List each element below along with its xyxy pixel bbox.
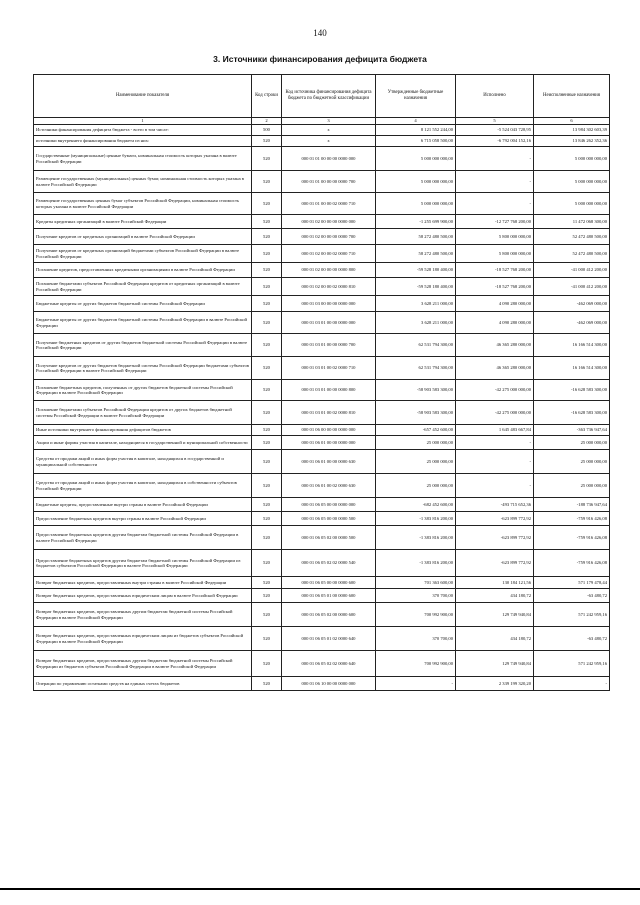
approved-amount-cell: 25 000 000,00 — [376, 450, 456, 474]
table-row — [34, 334, 610, 357]
section-title: 3. Источники финансирования дефицита бюджета — [213, 54, 427, 64]
indicator-name-cell: Кредиты кредитных организаций в валюте Российской Федерации — [34, 215, 252, 229]
line-code-cell: 500 — [252, 125, 282, 136]
classification-code-cell: 000 01 03 01 00 00 0000 700 — [282, 334, 376, 357]
header-indicator-name: Наименование показателя — [34, 75, 252, 118]
table-row — [34, 171, 610, 193]
indicator-name-cell: источники внутреннего финансирования бюджета из них: — [34, 136, 252, 147]
approved-amount-cell: 62 531 794 300,00 — [376, 357, 456, 380]
column-number: 5 — [456, 118, 534, 125]
approved-amount-cell: 62 531 794 300,00 — [376, 334, 456, 357]
classification-code-cell: 000 01 03 01 00 00 0000 800 — [282, 380, 376, 401]
executed-amount-cell: -493 715 652,36 — [456, 498, 534, 512]
indicator-name-cell: Получение бюджетных кредитов от других бюджетов бюджетной системы Российской Федерации в валюте Российской Федерации — [34, 334, 252, 357]
executed-amount-cell: - — [456, 450, 534, 474]
table-row — [34, 125, 610, 136]
remaining-amount-cell: 25 000 000,00 — [534, 450, 610, 474]
executed-amount-cell: -42 275 000 000,00 — [456, 401, 534, 425]
executed-amount-cell: 4 090 280 000,00 — [456, 296, 534, 312]
line-code-cell: 520 — [252, 526, 282, 550]
table-row — [34, 136, 610, 147]
remaining-amount-cell: 52 472 480 500,00 — [534, 229, 610, 245]
approved-amount-cell: -59 528 180 400,00 — [376, 278, 456, 296]
table-row — [34, 651, 610, 677]
classification-code-cell: 000 01 06 10 00 00 0000 000 — [282, 677, 376, 691]
remaining-amount-cell: -16 628 583 300,00 — [534, 380, 610, 401]
line-code-cell: 520 — [252, 357, 282, 380]
indicator-name-cell: Бюджетные кредиты от других бюджетов бюджетной системы Российской Федерации в валюте Российской Федерации — [34, 312, 252, 334]
executed-amount-cell: 129 749 940,84 — [456, 603, 534, 627]
remaining-amount-cell: 571 179 478,44 — [534, 577, 610, 589]
page-number: 140 — [313, 28, 327, 38]
line-code-cell: 520 — [252, 425, 282, 436]
approved-amount-cell: 5 000 000 000,00 — [376, 171, 456, 193]
approved-amount-cell: -58 903 583 300,00 — [376, 380, 456, 401]
executed-amount-cell: -623 899 772,92 — [456, 526, 534, 550]
table-row — [34, 401, 610, 425]
remaining-amount-cell: 25 000 000,00 — [534, 474, 610, 498]
indicator-name-cell: Предоставление бюджетных кредитов другим бюджетам бюджетной системы Российской Федерации из бюджетов субъектов Российской Федерации в валюте Российской Федерации — [34, 550, 252, 577]
remaining-amount-cell: -63 480,72 — [534, 627, 610, 651]
indicator-name-cell: Погашение бюджетами субъектов Российской Федерации кредитов от кредитных организаций в валюте Российской Федерации — [34, 278, 252, 296]
executed-amount-cell: -623 899 772,92 — [456, 512, 534, 526]
approved-amount-cell: 700 992 900,00 — [376, 651, 456, 677]
approved-amount-cell: 58 272 480 500,00 — [376, 245, 456, 263]
executed-amount-cell: 46 365 280 000,00 — [456, 334, 534, 357]
classification-code-cell: 000 01 06 01 00 02 0000 630 — [282, 474, 376, 498]
executed-amount-cell: 46 365 280 000,00 — [456, 357, 534, 380]
table-row — [34, 193, 610, 215]
line-code-cell: 520 — [252, 577, 282, 589]
remaining-amount-cell: 25 000 000,00 — [534, 436, 610, 450]
table-row — [34, 147, 610, 171]
line-code-cell: 520 — [252, 550, 282, 577]
indicator-name-cell: Погашение кредитов, предоставленных кредитными организациями в валюте Российской Федерации — [34, 263, 252, 278]
classification-code-cell: 000 01 06 01 00 00 0000 000 — [282, 436, 376, 450]
classification-code-cell: 000 01 01 00 00 00 0000 700 — [282, 171, 376, 193]
column-number: 2 — [252, 118, 282, 125]
classification-code-cell: 000 01 06 00 00 00 0000 000 — [282, 425, 376, 436]
classification-code-cell: 000 01 02 00 00 02 0000 710 — [282, 245, 376, 263]
classification-code-cell: 000 01 02 00 00 00 0000 800 — [282, 263, 376, 278]
classification-code-cell: 000 01 06 05 00 00 0000 500 — [282, 512, 376, 526]
classification-code-cell: 000 01 06 05 01 00 0000 600 — [282, 589, 376, 603]
remaining-amount-cell: 13 984 302 603,39 — [534, 125, 610, 136]
classification-code-cell: 000 01 03 00 00 00 0000 000 — [282, 296, 376, 312]
classification-code-cell: 000 01 03 01 00 00 0000 000 — [282, 312, 376, 334]
approved-amount-cell: -1 255 699 900,00 — [376, 215, 456, 229]
classification-code-cell: 000 01 03 01 00 02 0000 810 — [282, 401, 376, 425]
classification-code-cell: 000 01 01 00 00 02 0000 710 — [282, 193, 376, 215]
line-code-cell: 520 — [252, 171, 282, 193]
approved-amount-cell: - — [376, 677, 456, 691]
column-number: 6 — [534, 118, 610, 125]
table-row — [34, 229, 610, 245]
approved-amount-cell: -1 383 816 200,00 — [376, 512, 456, 526]
remaining-amount-cell: -41 000 412 200,00 — [534, 263, 610, 278]
remaining-amount-cell: -759 916 426,08 — [534, 512, 610, 526]
executed-amount-cell: 2 339 199 320,20 — [456, 677, 534, 691]
approved-amount-cell: -58 903 583 300,00 — [376, 401, 456, 425]
executed-amount-cell: 129 749 940,84 — [456, 651, 534, 677]
approved-amount-cell: 370 700,00 — [376, 589, 456, 603]
line-code-cell: 520 — [252, 498, 282, 512]
approved-amount-cell: 5 000 000 000,00 — [376, 193, 456, 215]
indicator-name-cell: Бюджетные кредиты, предоставленные внутри страны в валюте Российской Федерации — [34, 498, 252, 512]
column-number-row — [34, 118, 610, 125]
table-row — [34, 312, 610, 334]
column-number: 4 — [376, 118, 456, 125]
executed-amount-cell: - — [456, 147, 534, 171]
remaining-amount-cell: -759 916 426,08 — [534, 526, 610, 550]
approved-amount-cell: 701 363 600,00 — [376, 577, 456, 589]
line-code-cell: 520 — [252, 450, 282, 474]
approved-amount-cell: 370 700,00 — [376, 627, 456, 651]
executed-amount-cell: -6 792 004 152,16 — [456, 136, 534, 147]
executed-amount-cell: -5 524 043 728,95 — [456, 125, 534, 136]
line-code-cell: 520 — [252, 589, 282, 603]
classification-code-cell: 000 01 03 01 00 02 0000 710 — [282, 357, 376, 380]
indicator-name-cell: Погашение бюджетами субъектов Российской Федерации кредитов от других бюджетов бюджетной системы Российской Федерации в валюте Российской Федерации — [34, 401, 252, 425]
line-code-cell: 520 — [252, 136, 282, 147]
indicator-name-cell: Возврат бюджетных кредитов, предоставленных другим бюджетам бюджетной системы Российской Федерации в валюте Российской Федерации — [34, 603, 252, 627]
line-code-cell: 520 — [252, 147, 282, 171]
header-approved: Утвержденные бюджетные назначения — [376, 75, 456, 118]
indicator-name-cell: Возврат бюджетных кредитов, предоставленных другим бюджетам бюджетной системы Российской Федерации из бюджетов субъектов Российской Федерации в валюте Российской Федерации — [34, 651, 252, 677]
executed-amount-cell: - — [456, 193, 534, 215]
remaining-amount-cell: -16 628 583 300,00 — [534, 401, 610, 425]
indicator-name-cell: Бюджетные кредиты от других бюджетов бюджетной системы Российской Федерации — [34, 296, 252, 312]
line-code-cell: 520 — [252, 229, 282, 245]
classification-code-cell: 000 01 06 05 01 02 0000 640 — [282, 627, 376, 651]
line-code-cell: 520 — [252, 603, 282, 627]
executed-amount-cell: - — [456, 171, 534, 193]
header-line-code: Код строки — [252, 75, 282, 118]
classification-code-cell: x — [282, 125, 376, 136]
indicator-name-cell: Получение кредитов от кредитных организаций в валюте Российской Федерации — [34, 229, 252, 245]
executed-amount-cell: -623 899 772,92 — [456, 550, 534, 577]
remaining-amount-cell: 571 242 959,16 — [534, 651, 610, 677]
indicator-name-cell: Операции по управлению остатками средств на единых счетах бюджетов — [34, 677, 252, 691]
line-code-cell: 520 — [252, 651, 282, 677]
indicator-name-cell: Средства от продажи акций и иных форм участия в капитале, находящихся в собственности субъектов Российской Федерации — [34, 474, 252, 498]
classification-code-cell: 000 01 06 05 00 00 0000 000 — [282, 498, 376, 512]
executed-amount-cell: -18 527 768 200,00 — [456, 278, 534, 296]
table-row — [34, 550, 610, 577]
executed-amount-cell: -42 275 000 000,00 — [456, 380, 534, 401]
classification-code-cell: 000 01 02 00 00 02 0000 810 — [282, 278, 376, 296]
table-row — [34, 380, 610, 401]
approved-amount-cell: 58 272 480 500,00 — [376, 229, 456, 245]
executed-amount-cell: - — [456, 474, 534, 498]
remaining-amount-cell: 16 166 514 300,00 — [534, 357, 610, 380]
indicator-name-cell: Предоставление бюджетных кредитов другим бюджетам бюджетной системы Российской Федерации в валюте Российской Федерации — [34, 526, 252, 550]
executed-amount-cell: -12 727 768 200,00 — [456, 215, 534, 229]
approved-amount-cell: -1 383 816 200,00 — [376, 526, 456, 550]
classification-code-cell: 000 01 06 01 00 00 0000 630 — [282, 450, 376, 474]
line-code-cell: 520 — [252, 627, 282, 651]
table-row — [34, 245, 610, 263]
remaining-amount-cell: -462 069 000,00 — [534, 312, 610, 334]
remaining-amount-cell: -363 736 947,64 — [534, 425, 610, 436]
executed-amount-cell: 1 645 483 667,84 — [456, 425, 534, 436]
indicator-name-cell: Возврат бюджетных кредитов, предоставленных юридическим лицам из бюджетов субъектов Российской Федерации в валюте Российской Федерации — [34, 627, 252, 651]
classification-code-cell: 000 01 06 05 00 00 0000 600 — [282, 577, 376, 589]
remaining-amount-cell: 11 472 068 300,00 — [534, 215, 610, 229]
remaining-amount-cell: -462 069 000,00 — [534, 296, 610, 312]
header-classification-code: Код источника финансирования дефицита бюджета по бюджетной классификации — [282, 75, 376, 118]
remaining-amount-cell: -41 000 412 200,00 — [534, 278, 610, 296]
executed-amount-cell: 5 800 000 000,00 — [456, 245, 534, 263]
remaining-amount-cell: 5 000 000 000,00 — [534, 147, 610, 171]
remaining-amount-cell: -759 916 426,08 — [534, 550, 610, 577]
executed-amount-cell: 130 184 121,56 — [456, 577, 534, 589]
executed-amount-cell: 5 800 000 000,00 — [456, 229, 534, 245]
indicator-name-cell: Источники финансирования дефицита бюджета - всего в том числе: — [34, 125, 252, 136]
table-row — [34, 677, 610, 691]
approved-amount-cell: 3 628 211 000,00 — [376, 296, 456, 312]
table-row — [34, 627, 610, 651]
table-row — [34, 450, 610, 474]
remaining-amount-cell: 13 846 262 352,36 — [534, 136, 610, 147]
approved-amount-cell: 5 000 000 000,00 — [376, 147, 456, 171]
indicator-name-cell: Получение кредитов от кредитных организаций бюджетами субъектов Российской Федерации в валюте Российской Федерации — [34, 245, 252, 263]
remaining-amount-cell: 571 242 959,16 — [534, 603, 610, 627]
table-row — [34, 263, 610, 278]
financing-table — [33, 74, 610, 691]
table-row — [34, 474, 610, 498]
remaining-amount-cell: 5 000 000 000,00 — [534, 171, 610, 193]
remaining-amount-cell: 16 166 514 300,00 — [534, 334, 610, 357]
remaining-amount-cell: 52 472 480 500,00 — [534, 245, 610, 263]
table-header-row — [34, 75, 610, 118]
line-code-cell: 520 — [252, 401, 282, 425]
remaining-amount-cell: -63 480,72 — [534, 589, 610, 603]
indicator-name-cell: Возврат бюджетных кредитов, предоставленных юридическим лицам в валюте Российской Федерации — [34, 589, 252, 603]
classification-code-cell: 000 01 06 05 02 00 0000 600 — [282, 603, 376, 627]
line-code-cell: 520 — [252, 278, 282, 296]
column-number: 1 — [34, 118, 252, 125]
line-code-cell: 520 — [252, 215, 282, 229]
classification-code-cell: 000 01 01 00 00 00 0000 000 — [282, 147, 376, 171]
remaining-amount-cell: - — [534, 677, 610, 691]
line-code-cell: 520 — [252, 436, 282, 450]
table-row — [34, 512, 610, 526]
line-code-cell: 520 — [252, 193, 282, 215]
approved-amount-cell: -59 528 180 400,00 — [376, 263, 456, 278]
table-row — [34, 498, 610, 512]
line-code-cell: 520 — [252, 512, 282, 526]
indicator-name-cell: Погашение бюджетных кредитов, полученных от других бюджетов бюджетной системы Российской Федерации в валюте Российской Федерации — [34, 380, 252, 401]
indicator-name-cell: Размещение государственных (муниципальных) ценных бумаг, номинальная стоимость которых указана в валюте Российской Федерации — [34, 171, 252, 193]
indicator-name-cell: Возврат бюджетных кредитов, предоставленных внутри страны в валюте Российской Федерации — [34, 577, 252, 589]
line-code-cell: 520 — [252, 334, 282, 357]
indicator-name-cell: Акции и иные формы участия в капитале, находящиеся в государственной и муниципальной собственности — [34, 436, 252, 450]
header-remaining: Неисполненные назначения — [534, 75, 610, 118]
classification-code-cell: 000 01 06 05 02 02 0000 640 — [282, 651, 376, 677]
line-code-cell: 520 — [252, 474, 282, 498]
indicator-name-cell: Предоставление бюджетных кредитов внутри страны в валюте Российской Федерации — [34, 512, 252, 526]
line-code-cell: 520 — [252, 263, 282, 278]
table-row — [34, 296, 610, 312]
header-executed: Исполнено — [456, 75, 534, 118]
remaining-amount-cell: 5 000 000 000,00 — [534, 193, 610, 215]
indicator-name-cell: Государственные (муниципальные) ценные бумаги, номинальная стоимость которых указана в валюте Российской Федерации — [34, 147, 252, 171]
table-row — [34, 425, 610, 436]
table-row — [34, 215, 610, 229]
approved-amount-cell: 6 715 058 500,00 — [376, 136, 456, 147]
classification-code-cell: 000 01 06 05 02 00 0000 500 — [282, 526, 376, 550]
approved-amount-cell: 25 000 000,00 — [376, 474, 456, 498]
executed-amount-cell: 434 180,72 — [456, 589, 534, 603]
indicator-name-cell: Средства от продажи акций и иных форм участия в капитале, находящихся в государственной и муниципальной собственности — [34, 450, 252, 474]
table-row — [34, 589, 610, 603]
indicator-name-cell: Иные источники внутреннего финансирования дефицитов бюджетов — [34, 425, 252, 436]
page-bottom-rule — [0, 888, 640, 890]
executed-amount-cell: - — [456, 436, 534, 450]
approved-amount-cell: 25 000 000,00 — [376, 436, 456, 450]
approved-amount-cell: -1 383 816 200,00 — [376, 550, 456, 577]
line-code-cell: 520 — [252, 380, 282, 401]
table-row — [34, 278, 610, 296]
classification-code-cell: x — [282, 136, 376, 147]
classification-code-cell: 000 01 06 05 02 02 0000 540 — [282, 550, 376, 577]
line-code-cell: 520 — [252, 296, 282, 312]
indicator-name-cell: Получение кредитов от других бюджетов бюджетной системы Российской Федерации бюджетами субъектов Российской Федерации в валюте Российской Федерации — [34, 357, 252, 380]
column-number: 3 — [282, 118, 376, 125]
table-row — [34, 603, 610, 627]
approved-amount-cell: 3 628 211 000,00 — [376, 312, 456, 334]
executed-amount-cell: 4 090 280 000,00 — [456, 312, 534, 334]
table-row — [34, 526, 610, 550]
table-row — [34, 577, 610, 589]
table-row — [34, 357, 610, 380]
approved-amount-cell: 700 992 900,00 — [376, 603, 456, 627]
approved-amount-cell: -657 452 600,00 — [376, 425, 456, 436]
indicator-name-cell: Размещение государственных ценных бумаг субъектов Российской Федерации, номинальная стоимость которых указана в валюте Российской Федерации — [34, 193, 252, 215]
table-row — [34, 436, 610, 450]
classification-code-cell: 000 01 02 00 00 00 0000 000 — [282, 215, 376, 229]
approved-amount-cell: -682 452 600,00 — [376, 498, 456, 512]
line-code-cell: 520 — [252, 677, 282, 691]
line-code-cell: 520 — [252, 312, 282, 334]
line-code-cell: 520 — [252, 245, 282, 263]
remaining-amount-cell: -188 736 947,64 — [534, 498, 610, 512]
executed-amount-cell: 434 180,72 — [456, 627, 534, 651]
approved-amount-cell: 8 121 552 244,00 — [376, 125, 456, 136]
executed-amount-cell: -18 527 768 200,00 — [456, 263, 534, 278]
classification-code-cell: 000 01 02 00 00 00 0000 700 — [282, 229, 376, 245]
